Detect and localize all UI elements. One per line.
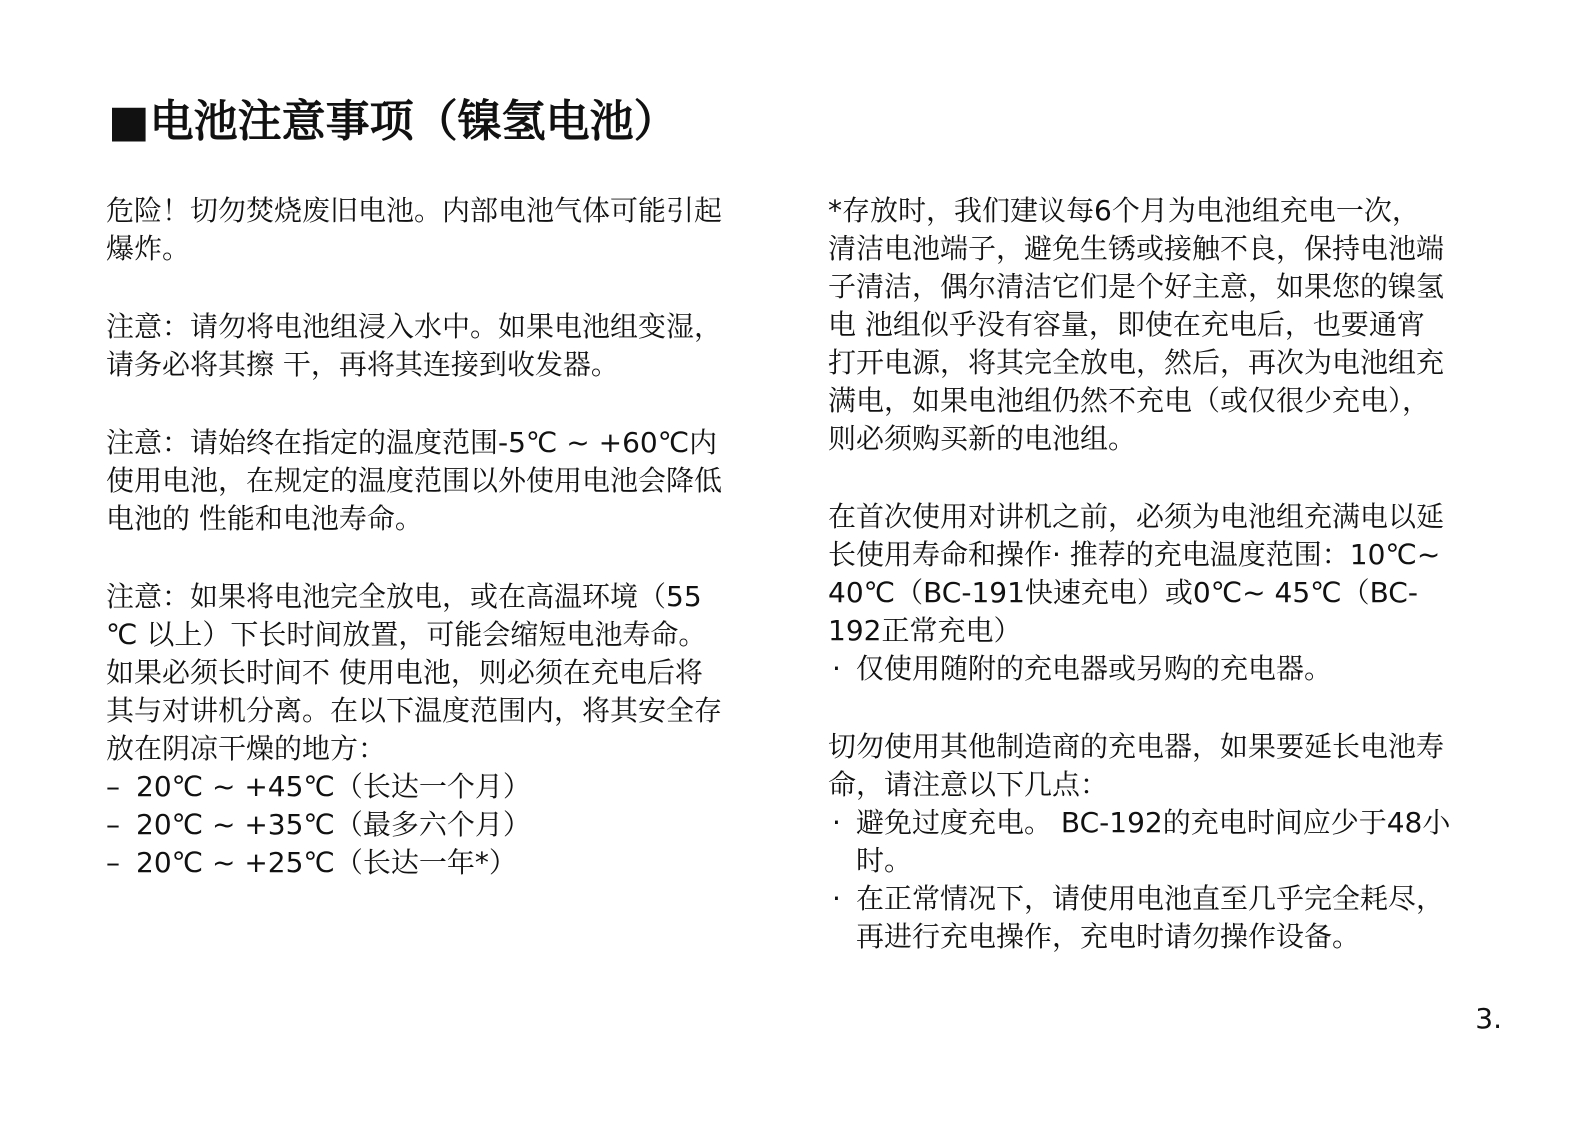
storage-range-text: 20℃ ~ +25℃（长达一年*） (136, 846, 517, 879)
list-item (828, 804, 1488, 880)
page-title: ■电池注意事项（镍氢电池） (108, 96, 678, 147)
storage-maintenance-paragraph: *存放时，我们建议每6个月为电池组充电一次， 清洁电池端子，避免生锈或接触不良，保持电池端 子清洁，偶尔清洁它们是个好主意，如果您的镍氢 电 池组似乎没有容量，即使在充电后，也要通宵 打开电源，将其完全放电，然后，再次为电池组充 满电，如果电池组仍然不充电（或仅很少充电）， 则必须购买新的电池组。 (828, 194, 1445, 455)
right-column (828, 192, 1488, 996)
charger-note-text: 仅使用随附的充电器或另购的充电器。 (856, 652, 1333, 685)
dash-mark: – (106, 808, 120, 841)
storage-range-text: 20℃ ~ +35℃（最多六个月） (136, 808, 531, 841)
bullet-mark: · (832, 806, 841, 839)
battery-tips-list (828, 804, 1488, 956)
storage-range-text: 20℃ ~ +45℃（长达一个月） (136, 770, 531, 803)
danger-paragraph: 危险！切勿焚烧废旧电池。内部电池气体可能引起 爆炸。 (106, 194, 723, 265)
water-caution-paragraph: 注意：请勿将电池组浸入水中。如果电池组变湿， 请务必将其擦 干，再将其连接到收发器。 (106, 310, 723, 381)
first-use-paragraph: 在首次使用对讲机之前，必须为电池组充满电以延 长使用寿命和操作· 推荐的充电温度范围：10℃~ 40℃（BC-191快速充电）或0℃~ 45℃（BC- 192正常充电） (828, 500, 1445, 647)
list-item (106, 768, 766, 806)
list-item (106, 806, 766, 844)
dash-mark: – (106, 770, 120, 803)
charger-note-list (828, 650, 1488, 688)
bullet-mark: · (832, 882, 841, 915)
tip-text: 在正常情况下，请使用电池直至几乎完全耗尽， 再进行充电操作，充电时请勿操作设备。 (856, 882, 1445, 953)
tip-text: 避免过度充电。 BC-192的充电时间应少于48小 时。 (856, 806, 1451, 877)
other-charger-paragraph: 切勿使用其他制造商的充电器，如果要延长电池寿 命，请注意以下几点： (828, 730, 1445, 801)
list-item (106, 844, 766, 882)
list-item (828, 880, 1488, 956)
storage-caution-paragraph: 注意：如果将电池完全放电，或在高温环境（55 ℃ 以上）下长时间放置，可能会缩短电池寿命。 如果必须长时间不 使用电池，则必须在充电后将 其与对讲机分离。在以下温度范围内，将其安全存 放在阴凉干燥的地方： (106, 580, 723, 765)
page-number: 3. (1475, 1002, 1502, 1035)
left-column (106, 192, 766, 882)
temperature-caution-paragraph: 注意：请始终在指定的温度范围-5℃ ~ +60℃内 使用电池，在规定的温度范围以外使用电池会降低 电池的 性能和电池寿命。 (106, 426, 723, 535)
storage-range-list (106, 768, 766, 882)
bullet-mark: · (832, 652, 841, 685)
dash-mark: – (106, 846, 120, 879)
list-item (828, 650, 1488, 688)
